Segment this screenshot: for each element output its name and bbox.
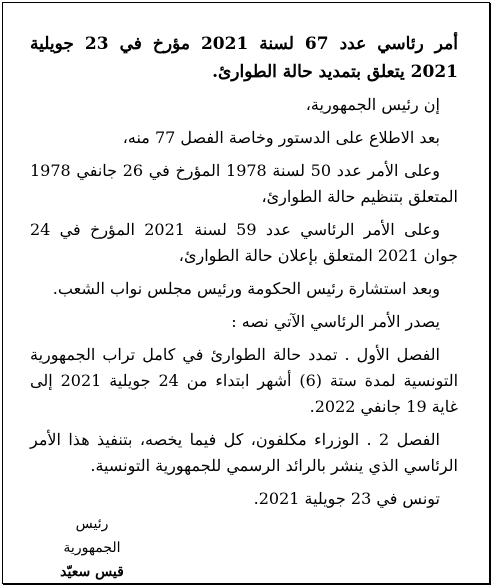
signature-name: قيس سعيّد (60, 564, 124, 580)
signature-block (48, 512, 136, 584)
citation-decree-1978: وعلى الأمر عدد 50 لسنة 1978 المؤرخ في 26 جانفي 1978 المتعلق بتنظيم حالة الطوارئ، (30, 161, 458, 206)
signature-role: رئيس الجمهورية (63, 516, 121, 556)
decree-title: أمر رئاسي عدد 67 لسنة 2021 مؤرخ في 23 جويلية 2021 يتعلق بتمديد حالة الطوارئ. (30, 34, 458, 82)
citation-constitution: بعد الاطلاع على الدستور وخاصة الفصل 77 منه، (122, 128, 440, 147)
preamble-president: إن رئيس الجمهورية، (305, 95, 440, 114)
enactment-formula: يصدر الأمر الرئاسي الآتي نصه : (231, 312, 440, 331)
decree-document (30, 30, 458, 519)
citation-decree-2021: وعلى الأمر الرئاسي عدد 59 لسنة 2021 المؤرخ في 24 جوان 2021 المتعلق بإعلان حالة الطوارئ، (30, 220, 458, 265)
article-2: الفصل 2 . الوزراء مكلفون، كل فيما يخصه، بتنفيذ هذا الأمر الرئاسي الذي ينشر بالرائد الرسمي للجمهورية التونسية. (30, 430, 458, 475)
place-date: تونس في 23 جويلية 2021. (253, 489, 440, 508)
consultation-clause: وبعد استشارة رئيس الحكومة ورئيس مجلس نواب الشعب. (52, 279, 440, 298)
article-1: الفصل الأول . تمدد حالة الطوارئ في كامل تراب الجمهورية التونسية لمدة ستة (6) أشهر ابتداء من 24 جويلية 2021 إلى غاية 19 جانفي 2022. (30, 345, 459, 416)
